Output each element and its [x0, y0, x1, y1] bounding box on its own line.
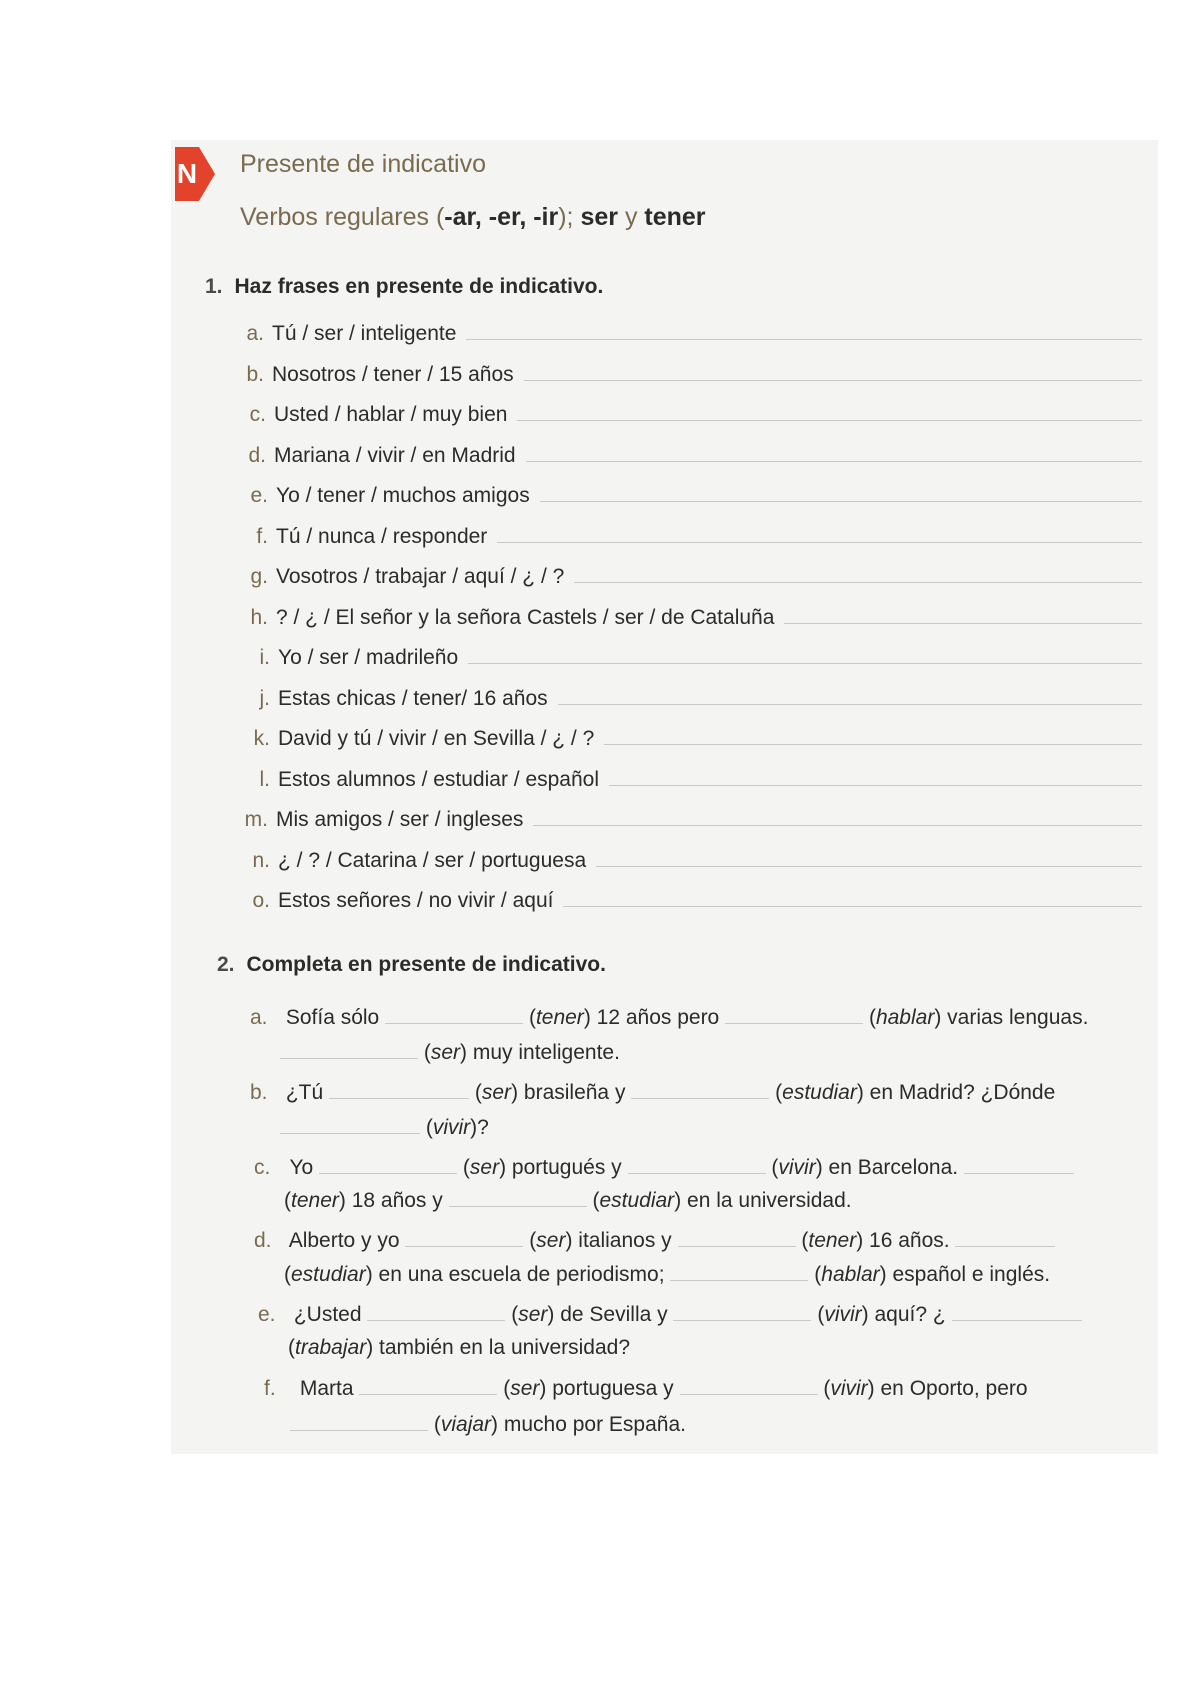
exercise-1-item	[240, 602, 1142, 630]
item-letter: e.	[250, 484, 268, 507]
page-title: Presente de indicativo	[240, 150, 486, 178]
badge-letter: N	[176, 158, 198, 189]
page-subtitle	[240, 203, 706, 232]
subtitle-tener: tener	[644, 203, 706, 231]
text-segment: ¿Usted	[293, 1303, 362, 1326]
answer-line[interactable]	[558, 703, 1142, 705]
item-letter: k.	[253, 727, 270, 750]
item-letter: j.	[259, 687, 270, 710]
verb-hint: (trabajar) también en la universidad?	[288, 1336, 631, 1359]
exercise-2c-line1	[254, 1155, 1074, 1183]
answer-blank[interactable]	[673, 1302, 811, 1321]
exercise-1-item	[242, 723, 1142, 751]
exercise-1-item	[240, 804, 1142, 832]
exercise-2e-line1	[258, 1302, 1082, 1330]
exercise-2d-line1	[254, 1228, 1055, 1256]
answer-blank[interactable]	[628, 1155, 766, 1174]
verb-hint: (viajar) mucho por España.	[433, 1413, 686, 1436]
exercise-1-number: 1.	[205, 275, 223, 298]
answer-line[interactable]	[526, 460, 1142, 462]
item-prompt: Vosotros / trabajar / aquí / ¿ / ?	[276, 565, 565, 588]
verb-hint: (tener) 12 años pero	[528, 1006, 720, 1029]
answer-blank[interactable]	[280, 1115, 420, 1134]
exercise-2b-line2	[280, 1115, 489, 1143]
answer-line[interactable]	[596, 865, 1142, 867]
verb-hint: (vivir) aquí? ¿	[817, 1303, 946, 1326]
answer-line[interactable]	[497, 541, 1142, 543]
item-letter: a.	[250, 1006, 268, 1029]
item-prompt: David y tú / vivir / en Sevilla / ¿ / ?	[278, 727, 595, 750]
exercise-1-item	[238, 440, 1142, 468]
item-letter: f.	[264, 1377, 276, 1400]
verb-hint: (vivir)?	[425, 1116, 489, 1139]
verb-hint: (hablar) varias lenguas.	[868, 1006, 1089, 1029]
item-letter: a.	[246, 322, 264, 345]
item-prompt: Tú / ser / inteligente	[272, 322, 457, 345]
verb-hint: (ser) brasileña y	[474, 1081, 626, 1104]
text-segment: ¿Tú	[285, 1081, 324, 1104]
item-letter: g.	[250, 565, 268, 588]
answer-line[interactable]	[609, 784, 1142, 786]
verb-hint: (tener) 16 años.	[801, 1229, 950, 1252]
verb-hint: (ser) de Sevilla y	[511, 1303, 668, 1326]
exercise-1-instruction: Haz frases en presente de indicativo.	[234, 275, 604, 298]
exercise-2-instruction: Completa en presente de indicativo.	[246, 953, 606, 976]
exercise-2a-line2	[280, 1040, 620, 1068]
exercise-1-item	[240, 521, 1142, 549]
answer-blank[interactable]	[329, 1080, 469, 1099]
answer-blank[interactable]	[631, 1080, 769, 1099]
answer-blank[interactable]	[670, 1262, 808, 1281]
exercise-1-item	[236, 318, 1142, 346]
exercise-2-heading	[217, 953, 606, 977]
item-letter: n.	[252, 849, 270, 872]
answer-blank[interactable]	[964, 1155, 1074, 1174]
item-prompt: ¿ / ? / Catarina / ser / portuguesa	[278, 849, 587, 872]
subtitle-part2: );	[558, 203, 581, 231]
item-letter: b.	[250, 1081, 268, 1104]
verb-hint: (vivir) en Oporto, pero	[823, 1377, 1028, 1400]
verb-hint: (ser) portuguesa y	[503, 1377, 674, 1400]
text-segment: Alberto y yo	[288, 1229, 400, 1252]
item-prompt: Yo / tener / muchos amigos	[276, 484, 530, 507]
verb-hint: (estudiar) en la universidad.	[592, 1189, 852, 1212]
item-letter: h.	[250, 606, 268, 629]
answer-blank[interactable]	[678, 1228, 796, 1247]
exercise-2b-line1	[250, 1080, 1055, 1108]
answer-line[interactable]	[574, 581, 1142, 583]
item-letter: c.	[249, 403, 266, 426]
item-letter: d.	[248, 444, 266, 467]
exercise-2f-line1	[264, 1376, 1028, 1404]
item-prompt: Estos señores / no vivir / aquí	[278, 889, 554, 912]
item-prompt: Tú / nunca / responder	[276, 525, 488, 548]
answer-blank[interactable]	[952, 1302, 1082, 1321]
answer-blank[interactable]	[290, 1412, 428, 1431]
answer-line[interactable]	[468, 662, 1142, 664]
answer-line[interactable]	[540, 500, 1142, 502]
text-segment: Yo	[289, 1156, 314, 1179]
item-prompt: Mis amigos / ser / ingleses	[276, 808, 524, 831]
exercise-1-item	[242, 845, 1142, 873]
item-letter: i.	[259, 646, 270, 669]
exercise-2f-line2	[290, 1412, 686, 1440]
text-segment: Sofía sólo	[285, 1006, 380, 1029]
text-segment: Marta	[299, 1377, 354, 1400]
answer-blank[interactable]	[385, 1005, 523, 1024]
item-prompt: Estos alumnos / estudiar / español	[278, 768, 600, 791]
subtitle-part1: Verbos regulares (	[240, 203, 445, 231]
item-prompt: Mariana / vivir / en Madrid	[274, 444, 516, 467]
item-letter: o.	[252, 889, 270, 912]
item-prompt: Usted / hablar / muy bien	[274, 403, 508, 426]
item-letter: b.	[246, 363, 264, 386]
answer-line[interactable]	[784, 622, 1142, 624]
answer-line[interactable]	[517, 419, 1142, 421]
item-letter: f.	[256, 525, 268, 548]
answer-blank[interactable]	[359, 1376, 497, 1395]
exercise-1-item	[242, 683, 1142, 711]
subtitle-y: y	[618, 203, 645, 231]
verb-hint: (estudiar) en Madrid? ¿Dónde	[775, 1081, 1056, 1104]
answer-line[interactable]	[604, 743, 1142, 745]
verb-hint: (tener) 18 años y	[284, 1189, 443, 1212]
verb-hint: (hablar) español e inglés.	[814, 1263, 1051, 1286]
verb-hint: (ser) portugués y	[462, 1156, 622, 1179]
answer-blank[interactable]	[405, 1228, 523, 1247]
exercise-1-item	[238, 399, 1142, 427]
verb-hint: (ser) italianos y	[529, 1229, 672, 1252]
subtitle-ser: ser	[580, 203, 618, 231]
section-badge-icon	[171, 147, 215, 201]
answer-blank[interactable]	[367, 1302, 505, 1321]
answer-blank[interactable]	[449, 1188, 587, 1207]
answer-blank[interactable]	[319, 1155, 457, 1174]
subtitle-endings: -ar, -er, -ir	[444, 203, 559, 231]
item-letter: l.	[259, 768, 270, 791]
item-prompt: Estas chicas / tener/ 16 años	[278, 687, 548, 710]
exercise-1-heading	[205, 275, 603, 299]
item-letter: m.	[244, 808, 268, 831]
exercise-1-item	[236, 359, 1142, 387]
verb-hint: (vivir) en Barcelona.	[771, 1156, 959, 1179]
answer-line[interactable]	[466, 338, 1142, 340]
answer-line[interactable]	[533, 824, 1142, 826]
exercise-1-item	[240, 561, 1142, 589]
verb-hint: (ser) muy inteligente.	[423, 1041, 620, 1064]
item-prompt: Nosotros / tener / 15 años	[272, 363, 514, 386]
answer-blank[interactable]	[680, 1376, 818, 1395]
exercise-2a-line1	[250, 1005, 1088, 1033]
answer-line[interactable]	[524, 379, 1142, 381]
verb-hint: (estudiar) en una escuela de periodismo;	[284, 1263, 665, 1286]
item-letter: d.	[254, 1229, 272, 1252]
exercise-1-item	[242, 764, 1142, 792]
exercise-2-number: 2.	[217, 953, 235, 976]
exercise-1-item	[242, 642, 1142, 670]
item-prompt: ? / ¿ / El señor y la señora Castels / ser / de Cataluña	[276, 606, 775, 629]
item-letter: e.	[258, 1303, 276, 1326]
exercise-2d-line2	[284, 1262, 1050, 1290]
answer-line[interactable]	[563, 905, 1142, 907]
exercise-2e-line2	[288, 1336, 630, 1364]
answer-blank[interactable]	[955, 1228, 1055, 1247]
item-prompt: Yo / ser / madrileño	[278, 646, 459, 669]
exercise-1-item	[240, 480, 1142, 508]
exercise-2c-line2	[284, 1188, 852, 1216]
answer-blank[interactable]	[725, 1005, 863, 1024]
item-letter: c.	[254, 1156, 271, 1179]
exercise-1-item	[242, 885, 1142, 913]
answer-blank[interactable]	[280, 1040, 418, 1059]
